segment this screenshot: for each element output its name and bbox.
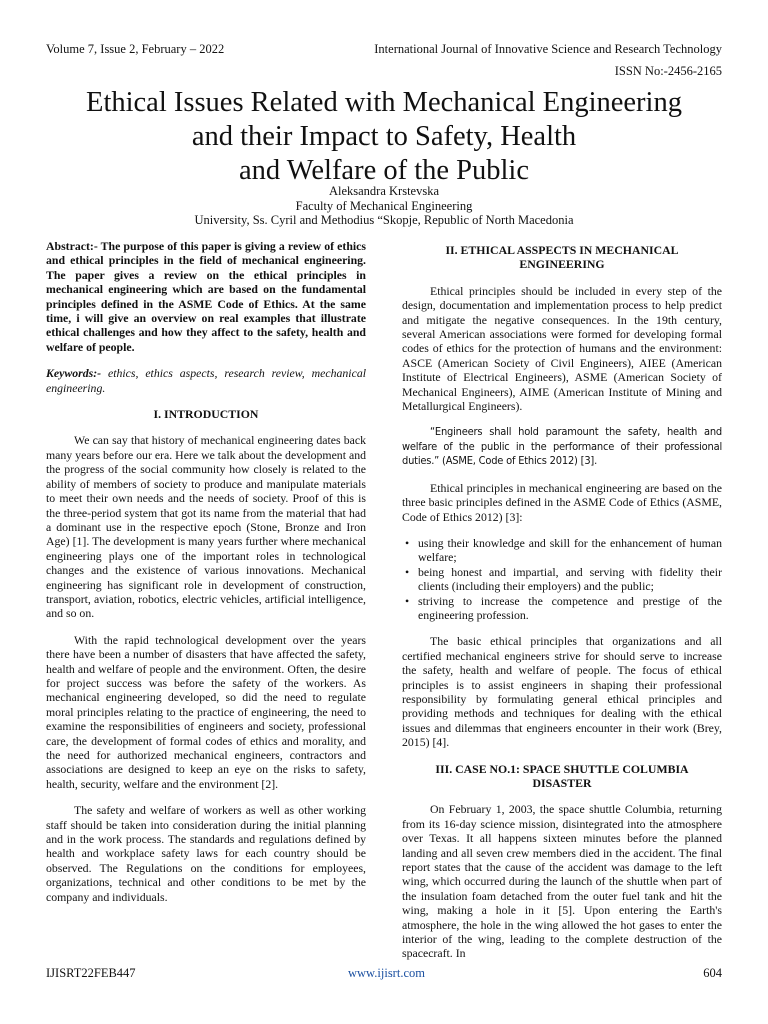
right-column bbox=[402, 239, 722, 973]
ethics-paragraph-3: The basic ethical principles that organizations and all certified mechanical engineers strive for should serve to increase the safety, health and welfare of people. The focus of ethical principles is to assist engineers in shaping their professional responsibility by formulating general ethical principles and providing methods and techniques for dealing with the ethical issues and dilemmas that engineers encounter in their work (Brey, 2015) [4]. bbox=[402, 634, 722, 750]
title-line-1: Ethical Issues Related with Mechanical Engineering bbox=[86, 87, 682, 118]
keywords bbox=[46, 366, 366, 395]
section-heading-ethical-aspects bbox=[402, 243, 722, 272]
journal-url-link[interactable]: www.ijisrt.com bbox=[348, 966, 425, 980]
title-line-3: and Welfare of the Public bbox=[239, 155, 529, 186]
asme-quote: “Engineers shall hold paramount the safety, health and welfare of the public in the performance of their professional duties.” (ASME, Code of Ethics 2012) [3]. bbox=[402, 425, 722, 468]
section-heading-case-1-line-1: III. CASE NO.1: SPACE SHUTTLE COLUMBIA bbox=[435, 761, 689, 776]
section-heading-introduction: I. INTRODUCTION bbox=[153, 407, 259, 422]
paper-title bbox=[30, 86, 738, 188]
left-column bbox=[46, 239, 366, 916]
intro-paragraph-2: With the rapid technological development over the years there have been a number of disasters that have affected the safety, health and welfare of people and the environment. Often, the desire for project success was before the safety of the workers. As mechanical engineering developed, so did the need to regulate moral principles relating to the practice of engineering, the need to examine the responsibilities of engineers and society, professional care, the development of formal codes of ethics and morality, and the need for authorized mechanical engineers, contractors and associations are designed to keep an eye on the risks to safety, health, security, welfare and the environment [2]. bbox=[46, 632, 366, 791]
section-heading-case-1-line-2: DISASTER bbox=[532, 776, 592, 790]
list-item: • being honest and impartial, and serving with fidelity their clients (including their employers) and the public; bbox=[418, 565, 722, 594]
list-item: • striving to increase the competence and prestige of the engineering profession. bbox=[418, 594, 722, 623]
list-item: • using their knowledge and skill for the enhancement of human welfare; bbox=[418, 536, 722, 565]
principles-list bbox=[402, 536, 722, 622]
volume-info: Volume 7, Issue 2, February – 2022 bbox=[46, 42, 225, 56]
keywords-label: Keywords:- bbox=[46, 366, 102, 381]
ethics-paragraph-2: Ethical principles in mechanical engineering are based on the three basic principles defined in the ASME Code of Ethics (ASME, Code of Ethics 2012) [3]: bbox=[402, 480, 722, 524]
intro-paragraph-1: We can say that history of mechanical engineering dates back many years before our era. Here we talk about the development and the progress of the social community how closely is related to the ability of members of society to produce and manipulate materials to meet their own needs and the needs of society. Proof of this is the three-period system that got its name from the material that had a dominant use in the respective epoch (Stone, Bronze and Iron Age) [1]. The development is many years further where mechanical engineering plays one of the important roles in technological changes and the existence of various innovations. Mechanical engineering has significant role in development of construction, transport, aviation, robotics, electric vehicles, artificial intelligence, and so on. bbox=[46, 433, 366, 621]
abstract: Abstract:- The purpose of this paper is giving a review of ethics and ethical principles in the field of mechanical engineering. The paper gives a review on the ethical principles in mechanical engineering which are based on the fundamental principles defined in the ASME Code of Ethics. At the same time, i will give an overview on real examples that illustrate ethical challenges and how they affect to the safety, health and welfare of people. bbox=[46, 239, 366, 354]
page-number: 604 bbox=[703, 966, 722, 980]
paper-code: IJISRT22FEB447 bbox=[46, 966, 136, 980]
journal-name: International Journal of Innovative Science and Research Technology bbox=[374, 42, 722, 56]
case-paragraph-1: On February 1, 2003, the space shuttle Columbia, returning from its 16-day science mission, disintegrated into the atmosphere over Texas. It all happens sixteen minutes before the planned landing and all seven crew members died in the accident. The final report states that the cause of the accident was damage to the left wing, which occurred during the launch of the shuttle when part of the insulation foam detached from the outer fuel tank and hit the wing, making a hole in it [5]. Upon entering the Earth's atmosphere, the hole in the wing allowed the hot gases to enter the interior of the wing, leading to the complete destruction of the spacecraft. In bbox=[402, 802, 722, 961]
author-name: Aleksandra Krstevska bbox=[328, 184, 440, 198]
author-university: University, Ss. Cyril and Methodius “Skopje, Republic of North Macedonia bbox=[194, 213, 574, 227]
intro-paragraph-3: The safety and welfare of workers as well as other working staff should be taken into consideration during the initial planning and in the work process. The standards and regulations defined by health and workplace safety laws for each country should be observed. The Regulations on the conditions for employees, organizations, technical and other conditions to be met by the company and individuals. bbox=[46, 803, 366, 904]
keywords-text: ethics, ethics aspects, research review, mechanical engineering. bbox=[46, 366, 366, 395]
ethics-paragraph-1: Ethical principles should be included in every step of the design, documentation and implementation process to help predict and mitigate the negative consequences. In the 19th century, several American associations were formed for developing formal codes of ethics for the protection of humans and the environment: ASCE (American Society of Civil Engineers), AIEE (American Institute of Electrical Engineers), ASME (American Society of Mechanical Engineers), AIME (American Institute of Mining and Metallurgical Engineers). bbox=[402, 283, 722, 414]
section-heading-ethical-aspects-line-1: II. ETHICAL ASSPECTS IN MECHANICAL bbox=[445, 243, 679, 257]
section-heading-case-1 bbox=[402, 762, 722, 791]
section-heading-ethical-aspects-line-2: ENGINEERING bbox=[519, 257, 605, 272]
author-block bbox=[30, 184, 738, 228]
author-faculty: Faculty of Mechanical Engineering bbox=[295, 198, 473, 213]
title-line-2: and their Impact to Safety, Health bbox=[191, 121, 577, 152]
issn: ISSN No:-2456-2165 bbox=[614, 64, 722, 78]
